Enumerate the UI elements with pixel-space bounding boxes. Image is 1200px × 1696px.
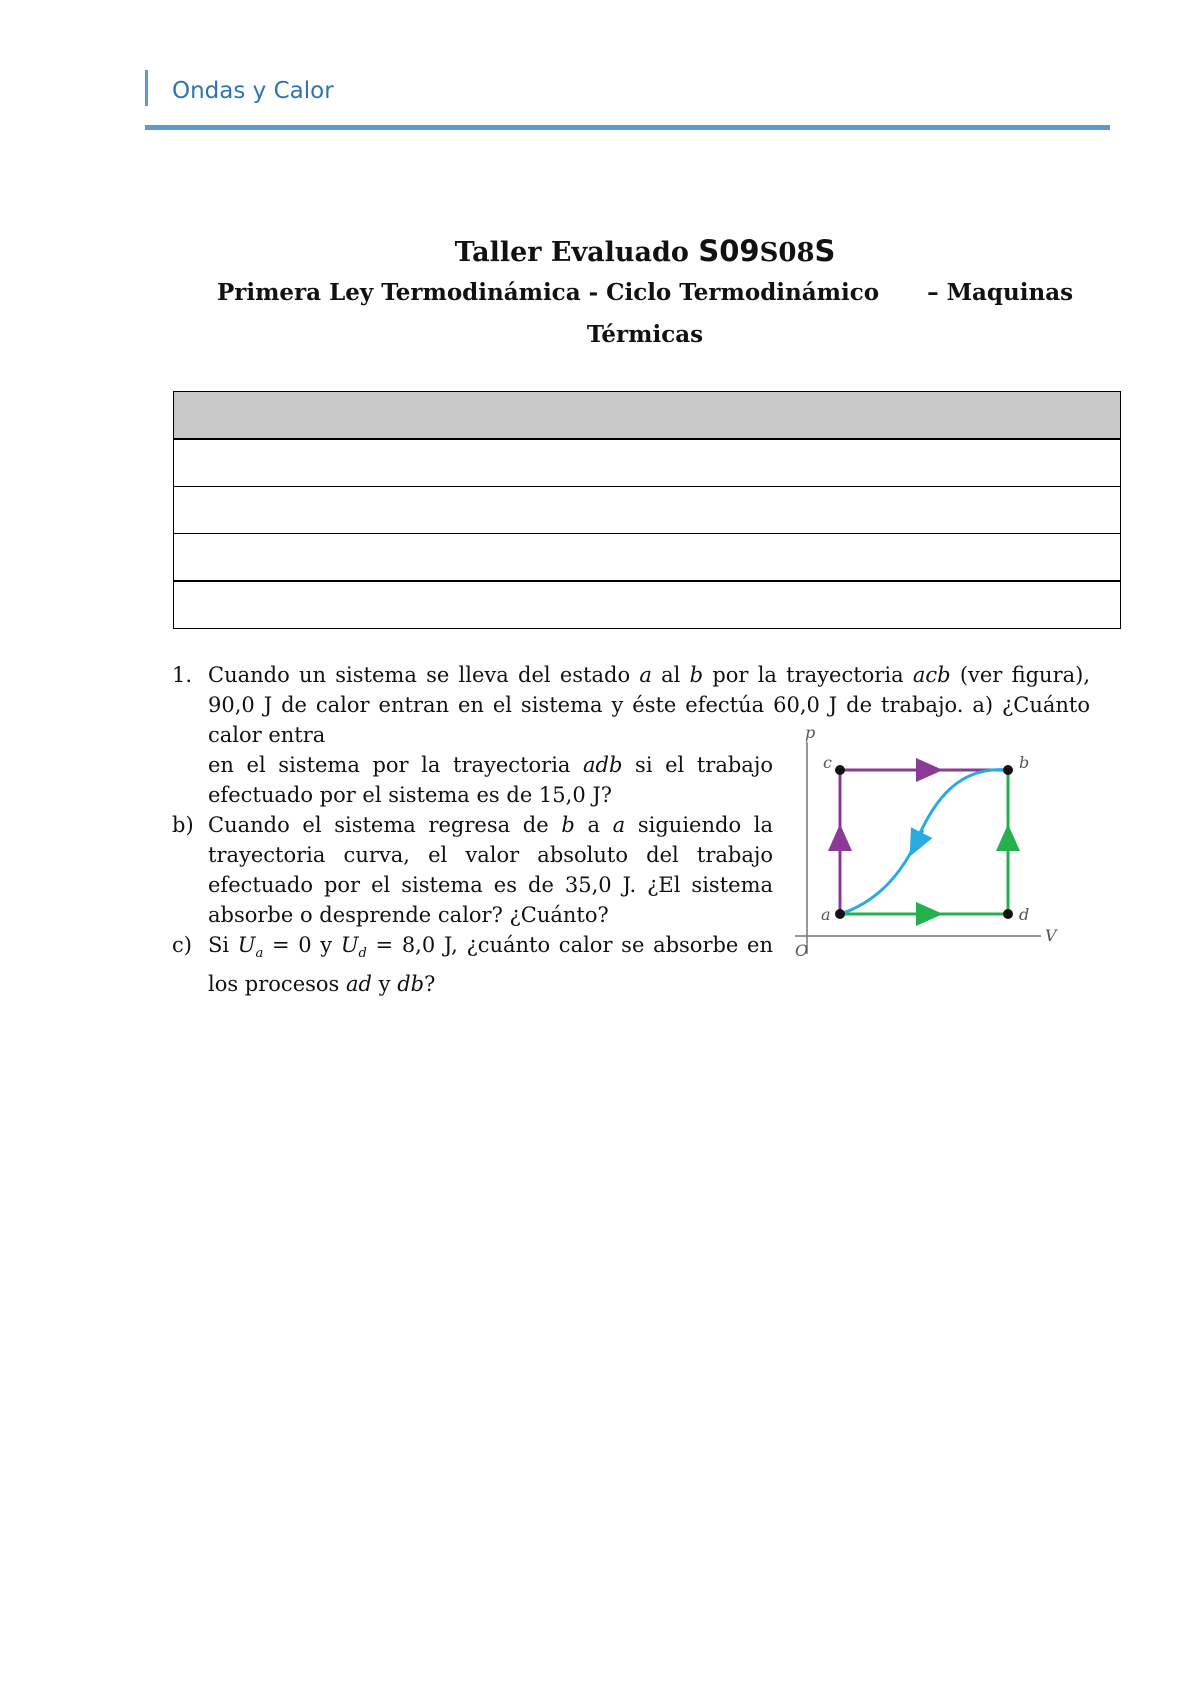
part-c-letter: c) (172, 933, 192, 957)
question-part-a: en el sistema por la trayectoria adb si el trabajo efectuado por el sistema es de 15,0 J? (208, 753, 773, 807)
table-row (174, 487, 1121, 534)
table-row (174, 439, 1121, 487)
table-cell[interactable] (174, 487, 1121, 534)
page-subtitle (150, 272, 1140, 356)
page-title (150, 232, 1140, 272)
point-c-label: c (823, 753, 832, 772)
pv-diagram (795, 724, 1075, 960)
table-row (174, 534, 1121, 582)
subtitle-part2: – Maquinas (927, 279, 1074, 306)
title-code-main: S09 (698, 234, 760, 268)
question-part-b: b) Cuando el sistema regresa de b a a siguiendo la trayectoria curva, el valor absoluto del trabajo efectuado por el sistema es de 35,0 J. ¿El sistema absorbe o desprende calor? ¿Cuánto? (208, 810, 773, 930)
axis-v-label: V (1045, 926, 1057, 945)
axis-p-label: p (805, 724, 816, 742)
point-c (835, 765, 845, 775)
table-cell[interactable] (174, 581, 1121, 629)
header-accent-bar (145, 70, 148, 106)
point-a (835, 909, 845, 919)
table-header-cell (174, 392, 1121, 440)
question-intro: Cuando un sistema se lleva del estado a al b por la trayectoria acb (ver figura), 90,0 J de calor entran en el sistema y éste efectúa 60,0 J de trabajo. a) ¿Cuánto calor entra (208, 663, 1090, 747)
header-title: Ondas y Calor (172, 78, 334, 104)
point-a-label: a (821, 905, 831, 924)
table-cell[interactable] (174, 534, 1121, 582)
question-part-c: c) Si $U_a = 0$ y $U_d = 8,0$ J, ¿cuánto calor se absorbe en los procesos ad y db? (208, 930, 773, 999)
point-b (1003, 765, 1013, 775)
origin-label: O (795, 941, 809, 960)
curve-ba (840, 770, 1008, 914)
title-prefix: Taller Evaluado (454, 237, 699, 268)
point-d (1003, 909, 1013, 919)
header-rule (145, 125, 1110, 130)
table-row (174, 581, 1121, 629)
table-header-row (174, 392, 1121, 440)
subtitle-part3: Térmicas (586, 321, 704, 348)
title-code-end: S (814, 234, 836, 268)
title-block (150, 232, 1140, 356)
student-info-table (173, 391, 1121, 629)
point-d-label: d (1019, 905, 1030, 924)
question-number: 1. (172, 663, 193, 687)
table-cell[interactable] (174, 439, 1121, 487)
title-code-mid: S08 (759, 238, 815, 268)
point-b-label: b (1019, 753, 1030, 772)
subtitle-part1: Primera Ley Termodinámica - Ciclo Termodinámico (216, 279, 880, 306)
part-b-letter: b) (172, 813, 194, 837)
